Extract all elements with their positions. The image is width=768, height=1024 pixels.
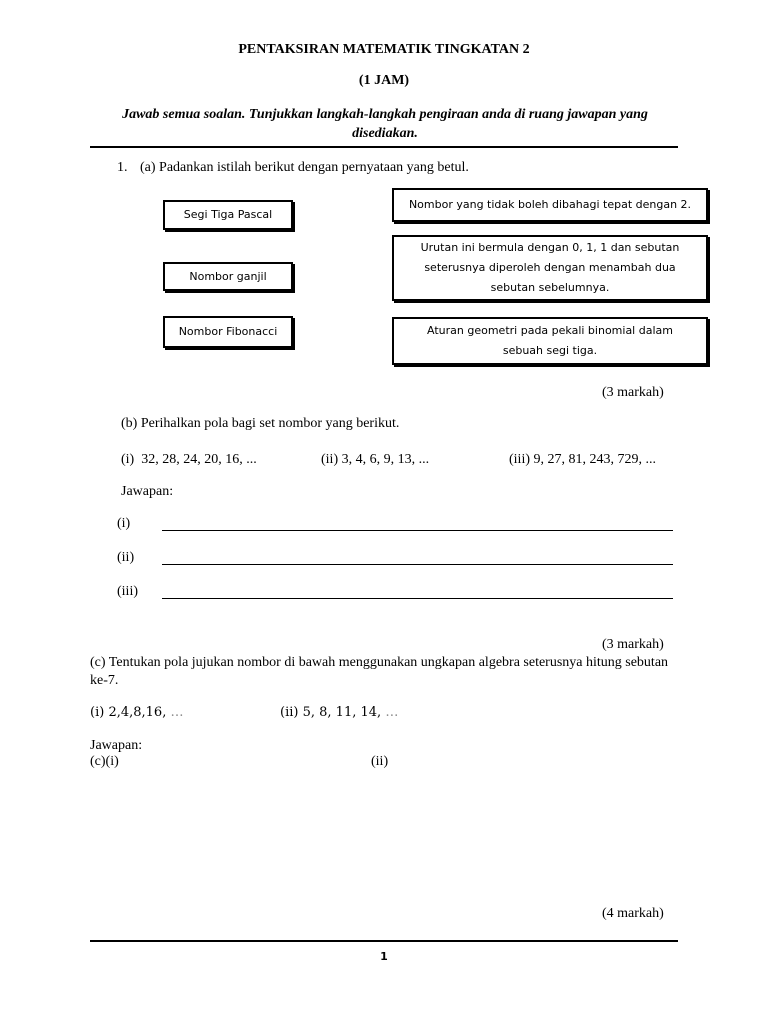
q1c-sequence-i bbox=[90, 705, 183, 720]
term-box-odd bbox=[163, 262, 293, 291]
instructions: Jawab semua soalan. Tunjukkan langkah-langkah pengiraan anda di ruang jawapan yang disediakan. bbox=[122, 107, 648, 141]
footer-divider bbox=[90, 940, 678, 942]
q1b-prompt: (b) Perihalkan pola bagi set nombor yang berikut. bbox=[121, 416, 400, 431]
q1c-prompt: (c) Tentukan pola jujukan nombor di bawah menggunakan ungkapan algebra seterusnya hitung sebutan ke-7. bbox=[90, 655, 669, 688]
term-label: Segi Tiga Pascal bbox=[183, 208, 273, 221]
answer-label-ii: (ii) bbox=[117, 550, 135, 565]
q1b-marks: (3 markah) bbox=[602, 637, 664, 652]
question-number: 1. bbox=[117, 160, 128, 175]
q1c-sequence-ii bbox=[280, 705, 398, 720]
statement-text: Aturan geometri pada pekali binomial dalam sebuah segi tiga. bbox=[427, 324, 673, 357]
answer-label-iii: (iii) bbox=[117, 584, 138, 599]
q1c-answer-ci: (c)(i) bbox=[90, 754, 119, 769]
q1c-marks: (4 markah) bbox=[602, 906, 664, 921]
exam-duration: (1 JAM) bbox=[358, 73, 410, 88]
statement-text: Urutan ini bermula dengan 0, 1, 1 dan sebutan seterusnya diperoleh dengan menambah dua sebutan sebelumnya. bbox=[420, 241, 680, 294]
q1a-marks: (3 markah) bbox=[602, 385, 664, 400]
seq-label: (i) bbox=[90, 705, 105, 720]
seq-values: 2,4,8,16, bbox=[108, 705, 167, 720]
term-box-pascal bbox=[163, 200, 293, 230]
q1a-prompt: (a) Padankan istilah berikut dengan pernyataan yang betul. bbox=[140, 160, 469, 175]
seq-ellipsis: … bbox=[170, 705, 184, 720]
seq-label: (ii) bbox=[280, 705, 299, 720]
term-label: Nombor Fibonacci bbox=[178, 325, 278, 338]
q1c-answer-label: Jawapan: bbox=[90, 738, 143, 753]
statement-box-pascal bbox=[392, 317, 708, 365]
q1b-set-ii: (ii) 3, 4, 6, 9, 13, ... bbox=[321, 452, 430, 467]
q1b-set-iii: (iii) 9, 27, 81, 243, 729, ... bbox=[509, 452, 656, 467]
answer-line-ii[interactable] bbox=[162, 564, 673, 565]
q1c-answer-cii: (ii) bbox=[371, 754, 389, 769]
q1b-answer-label: Jawapan: bbox=[121, 484, 174, 499]
page-number: 1 bbox=[380, 950, 388, 963]
page-title: PENTAKSIRAN MATEMATIK TINGKATAN 2 bbox=[238, 42, 530, 57]
answer-line-i[interactable] bbox=[162, 530, 673, 531]
term-box-fibonacci bbox=[163, 316, 293, 348]
seq-ellipsis: … bbox=[385, 705, 399, 720]
answer-label-i: (i) bbox=[117, 516, 131, 531]
statement-text: Nombor yang tidak boleh dibahagi tepat dengan 2. bbox=[408, 198, 692, 211]
answer-line-iii[interactable] bbox=[162, 598, 673, 599]
statement-box-fibonacci bbox=[392, 235, 708, 301]
seq-values: 5, 8, 11, 14, bbox=[302, 705, 382, 720]
statement-box-odd bbox=[392, 188, 708, 222]
q1b-set-i: (i) 32, 28, 24, 20, 16, ... bbox=[121, 452, 257, 467]
term-label: Nombor ganjil bbox=[189, 269, 267, 283]
header-divider bbox=[90, 146, 678, 148]
